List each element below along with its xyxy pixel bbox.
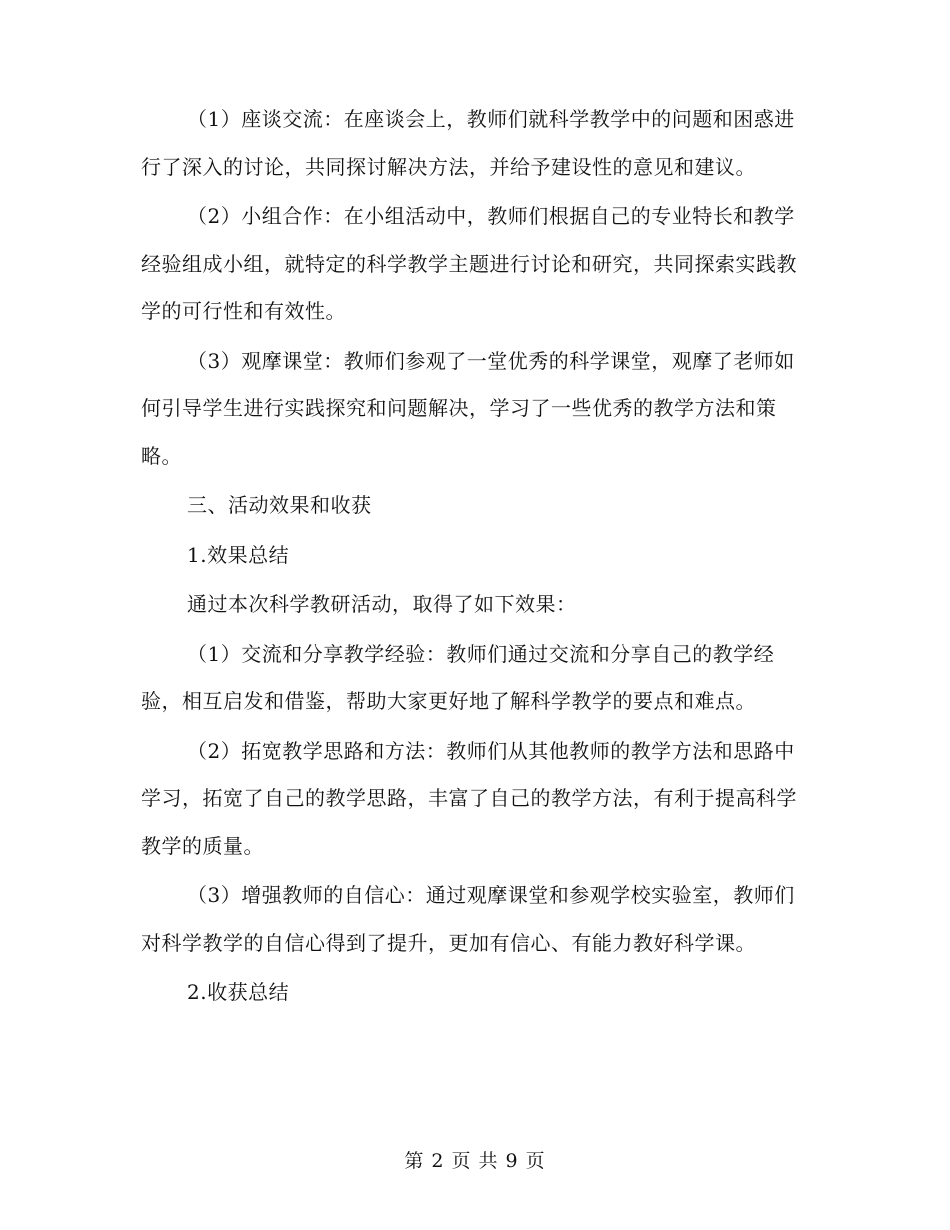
paragraph-confidence: （3）增强教师的自信心：通过观摩课堂和参观学校实验室，教师们对科学教学的自信心得到了提升，更加有信心、有能力教好科学课。 <box>141 883 795 955</box>
paragraph-experience-sharing: （1）交流和分享教学经验：教师们通过交流和分享自己的教学经验，相互启发和借鉴，帮助大家更好地了解科学教学的要点和难点。 <box>141 641 775 713</box>
section-heading-effects: 三、活动效果和收获 <box>187 493 372 517</box>
paragraph-broaden-methods: （2）拓宽教学思路和方法：教师们从其他教师的教学方法和思路中学习，拓宽了自己的教学思路，丰富了自己的教学方法，有利于提高科学教学的质量。 <box>141 738 797 858</box>
paragraph-class-observation: （3）观摩课堂：教师们参观了一堂优秀的科学课堂，观摩了老师如何引导学生进行实践探究和问题解决，学习了一些优秀的教学方法和策略。 <box>141 348 795 468</box>
subheading-gains-summary: 2.收获总结 <box>187 980 290 1004</box>
document-body <box>141 96 811 1019</box>
page-footer: 第 2 页 共 9 页 <box>404 1150 546 1172</box>
subheading-effect-summary: 1.效果总结 <box>187 542 290 567</box>
paragraph-discussion: （1）座谈交流：在座谈会上，教师们就科学教学中的问题和困惑进行了深入的讨论，共同探讨解决方法，并给予建设性的意见和建议。 <box>141 107 795 179</box>
paragraph-group-cooperation: （2）小组合作：在小组活动中，教师们根据自己的专业特长和教学经验组成小组，就特定的科学教学主题进行讨论和研究，共同探索实践教学的可行性和有效性。 <box>141 204 797 323</box>
paragraph-effects-intro: 通过本次科学教研活动，取得了如下效果： <box>187 592 577 616</box>
